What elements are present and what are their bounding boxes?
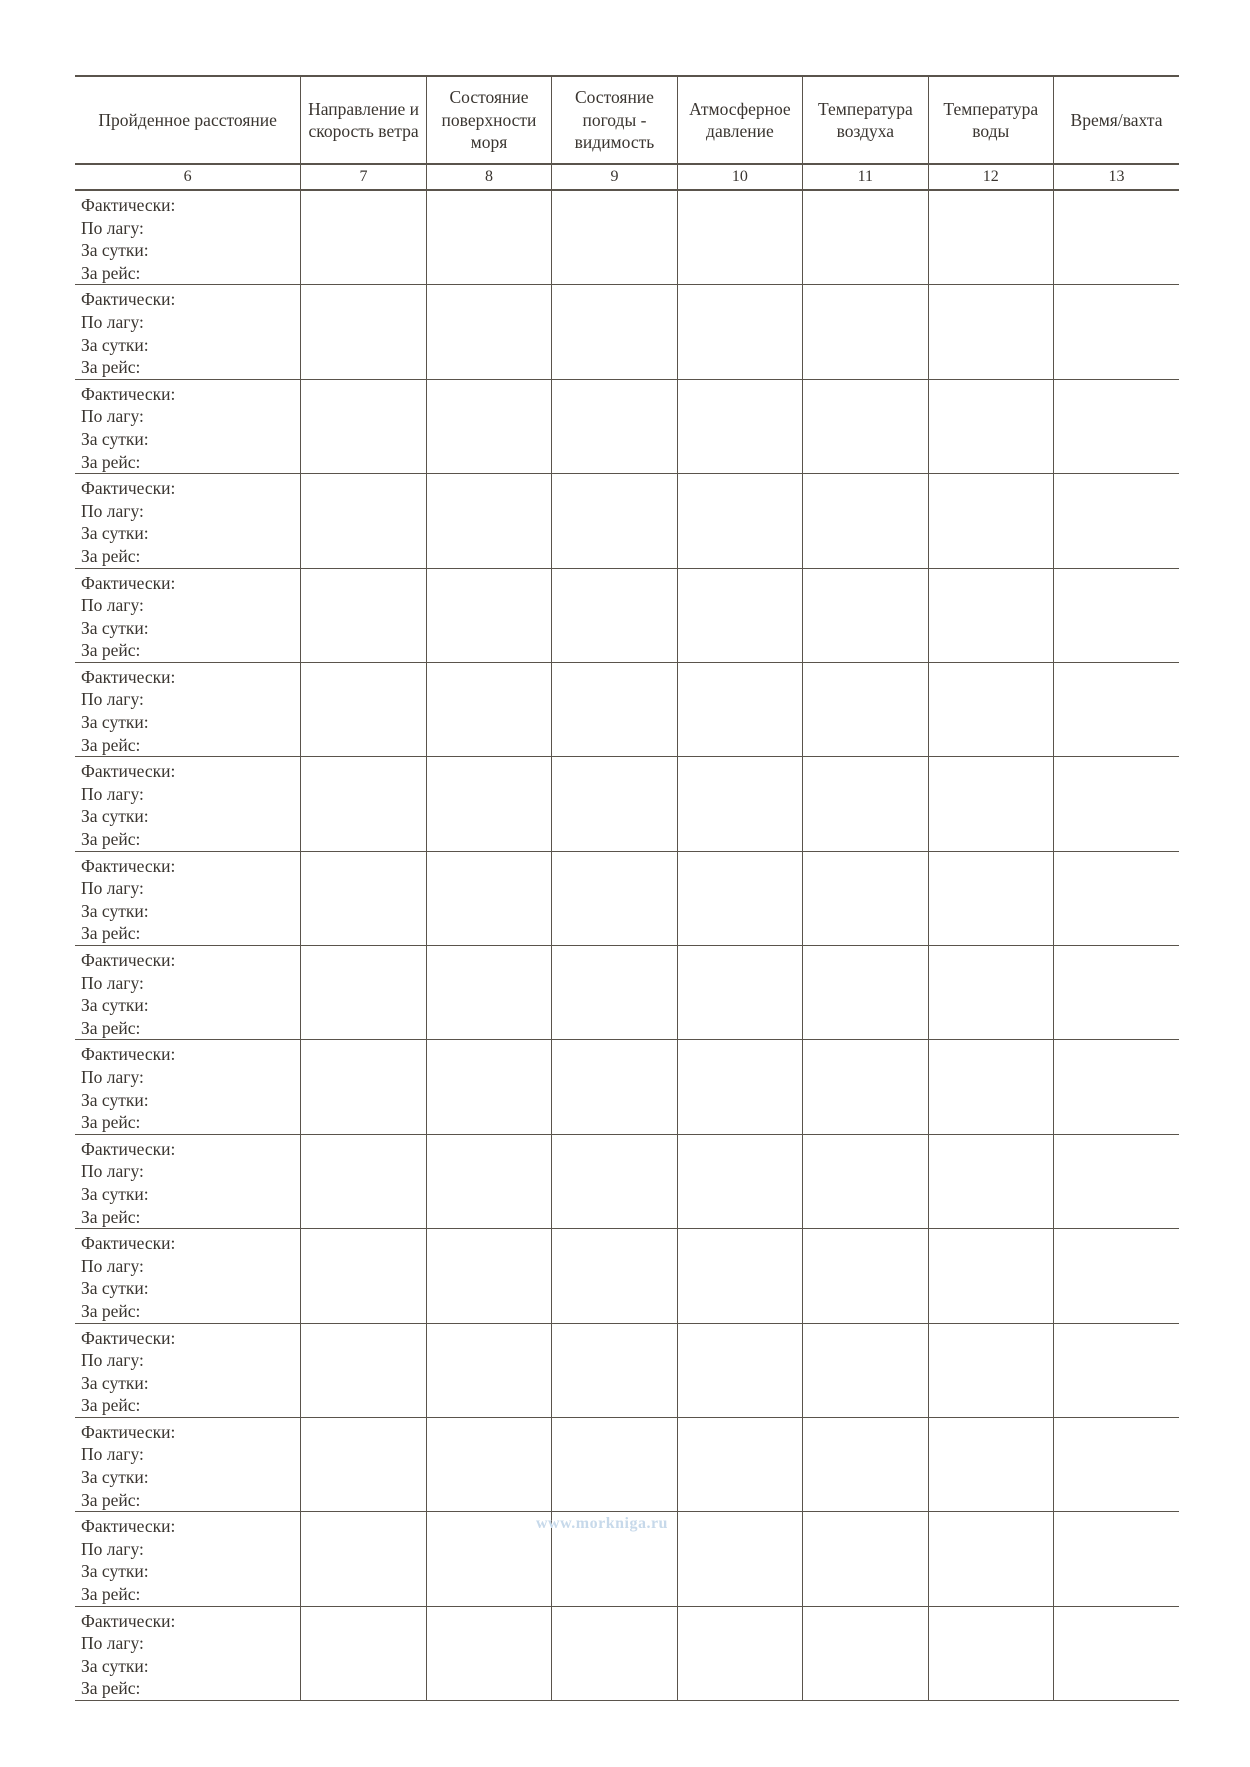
row-label: Фактически: [81, 666, 176, 687]
log-cell[interactable] [677, 946, 802, 1040]
row-label: За сутки: [81, 428, 149, 449]
log-cell[interactable] [803, 1417, 928, 1511]
log-cell[interactable] [426, 190, 551, 285]
log-cell[interactable] [928, 757, 1053, 851]
row-label: По лагу: [81, 406, 144, 427]
row-label: За сутки: [81, 1467, 149, 1488]
log-cell[interactable] [928, 1512, 1053, 1606]
log-cell[interactable] [677, 190, 802, 285]
row-label: За сутки: [81, 1278, 149, 1299]
column-number: 13 [1054, 164, 1179, 190]
distance-labels [75, 1040, 300, 1133]
row-label: Фактически: [81, 1327, 176, 1348]
log-cell[interactable] [677, 757, 802, 851]
log-cell[interactable] [1054, 851, 1179, 945]
row-label: По лагу: [81, 972, 144, 993]
row-label: За рейс: [81, 1112, 141, 1133]
table-row [75, 190, 1179, 285]
table-row [75, 379, 1179, 473]
row-label: По лагу: [81, 1255, 144, 1276]
log-cell[interactable] [803, 1134, 928, 1228]
row-label: По лагу: [81, 783, 144, 804]
row-label: За сутки: [81, 806, 149, 827]
row-label: По лагу: [81, 1066, 144, 1087]
distance-cell[interactable] [75, 285, 301, 379]
log-cell[interactable] [301, 1040, 426, 1134]
log-cell[interactable] [1054, 946, 1179, 1040]
row-label: За рейс: [81, 734, 141, 755]
log-cell[interactable] [803, 1606, 928, 1700]
header-time-watch: Время/вахта [1054, 76, 1179, 164]
row-label: За сутки: [81, 523, 149, 544]
row-label: Фактически: [81, 1044, 176, 1065]
table-row [75, 285, 1179, 379]
row-label: За сутки: [81, 1089, 149, 1110]
log-cell[interactable] [928, 946, 1053, 1040]
log-cell[interactable] [1054, 1229, 1179, 1323]
log-cell[interactable] [928, 1323, 1053, 1417]
distance-labels [75, 663, 300, 756]
row-label: По лагу: [81, 878, 144, 899]
log-cell[interactable] [301, 946, 426, 1040]
log-cell[interactable] [928, 190, 1053, 285]
distance-labels [75, 1324, 300, 1417]
distance-cell[interactable] [75, 1134, 301, 1228]
distance-labels [75, 757, 300, 850]
row-label: Фактически: [81, 1421, 176, 1442]
table-row [75, 1606, 1179, 1700]
row-label: По лагу: [81, 1161, 144, 1182]
distance-cell[interactable] [75, 851, 301, 945]
row-label: По лагу: [81, 1538, 144, 1559]
log-cell[interactable] [301, 1417, 426, 1511]
row-label: По лагу: [81, 1444, 144, 1465]
log-cell[interactable] [552, 1417, 677, 1511]
log-cell[interactable] [928, 285, 1053, 379]
distance-cell[interactable] [75, 190, 301, 285]
table-row [75, 568, 1179, 662]
log-cell[interactable] [1054, 757, 1179, 851]
distance-labels [75, 1135, 300, 1228]
distance-labels [75, 569, 300, 662]
log-cell[interactable] [301, 1512, 426, 1606]
table-row [75, 757, 1179, 851]
log-cell[interactable] [1054, 568, 1179, 662]
row-label: Фактически: [81, 761, 176, 782]
log-cell[interactable] [1054, 1040, 1179, 1134]
log-cell[interactable] [928, 1040, 1053, 1134]
row-label: За рейс: [81, 357, 141, 378]
log-cell[interactable] [677, 474, 802, 568]
log-cell[interactable] [803, 379, 928, 473]
row-label: Фактически: [81, 383, 176, 404]
watermark: www.morkniga.ru [536, 1515, 668, 1532]
log-cell[interactable] [1054, 1134, 1179, 1228]
header-distance: Пройденное расстояние [75, 76, 301, 164]
ship-log-table [75, 75, 1179, 1701]
log-cell[interactable] [552, 757, 677, 851]
log-cell[interactable] [677, 1606, 802, 1700]
log-cell[interactable] [677, 1040, 802, 1134]
log-cell[interactable] [301, 285, 426, 379]
log-cell[interactable] [803, 285, 928, 379]
header-air-temp: Температура воздуха [803, 76, 928, 164]
column-number: 11 [803, 164, 928, 190]
column-number: 7 [301, 164, 426, 190]
log-cell[interactable] [677, 662, 802, 756]
header-row [75, 76, 1179, 164]
row-label: За рейс: [81, 545, 141, 566]
row-label: По лагу: [81, 217, 144, 238]
distance-cell[interactable] [75, 1323, 301, 1417]
log-cell[interactable] [426, 1323, 551, 1417]
log-cell[interactable] [1054, 1417, 1179, 1511]
distance-labels [75, 285, 300, 378]
distance-cell[interactable] [75, 757, 301, 851]
log-cell[interactable] [552, 568, 677, 662]
column-number: 6 [75, 164, 301, 190]
log-cell[interactable] [803, 568, 928, 662]
log-cell[interactable] [301, 1323, 426, 1417]
log-cell[interactable] [301, 851, 426, 945]
log-cell[interactable] [803, 851, 928, 945]
row-label: За сутки: [81, 1372, 149, 1393]
log-cell[interactable] [552, 1040, 677, 1134]
log-cell[interactable] [803, 946, 928, 1040]
log-cell[interactable] [552, 946, 677, 1040]
distance-labels [75, 852, 300, 945]
log-cell[interactable] [803, 1229, 928, 1323]
log-cell[interactable] [301, 474, 426, 568]
log-cell[interactable] [677, 1229, 802, 1323]
table-row [75, 851, 1179, 945]
log-cell[interactable] [1054, 1606, 1179, 1700]
header-water-temp: Температура воды [928, 76, 1053, 164]
log-cell[interactable] [426, 662, 551, 756]
distance-cell[interactable] [75, 1512, 301, 1606]
distance-labels [75, 1229, 300, 1322]
log-cell[interactable] [552, 379, 677, 473]
log-cell[interactable] [677, 851, 802, 945]
row-label: Фактически: [81, 1138, 176, 1159]
log-cell[interactable] [426, 757, 551, 851]
log-cell[interactable] [677, 1134, 802, 1228]
row-label: За рейс: [81, 1678, 141, 1699]
log-cell[interactable] [301, 379, 426, 473]
table-row [75, 946, 1179, 1040]
log-cell[interactable] [803, 1040, 928, 1134]
distance-cell[interactable] [75, 1606, 301, 1700]
log-cell[interactable] [426, 474, 551, 568]
log-cell[interactable] [803, 190, 928, 285]
row-label: За сутки: [81, 900, 149, 921]
log-cell[interactable] [426, 1512, 551, 1606]
log-cell[interactable] [552, 474, 677, 568]
row-label: За рейс: [81, 1395, 141, 1416]
log-cell[interactable] [1054, 379, 1179, 473]
log-cell[interactable] [1054, 474, 1179, 568]
log-cell[interactable] [677, 379, 802, 473]
log-cell[interactable] [426, 1417, 551, 1511]
row-label: За рейс: [81, 1300, 141, 1321]
log-cell[interactable] [803, 662, 928, 756]
log-cell[interactable] [301, 1229, 426, 1323]
log-cell[interactable] [426, 946, 551, 1040]
header-weather: Состояние погоды - видимость [552, 76, 677, 164]
table-row [75, 1323, 1179, 1417]
distance-cell[interactable] [75, 379, 301, 473]
log-cell[interactable] [1054, 1512, 1179, 1606]
log-cell[interactable] [426, 1040, 551, 1134]
log-cell[interactable] [803, 474, 928, 568]
distance-cell[interactable] [75, 662, 301, 756]
row-label: За рейс: [81, 1489, 141, 1510]
header-pressure: Атмосферное давление [677, 76, 802, 164]
log-cell[interactable] [928, 474, 1053, 568]
header-sea-state: Состояние поверхности моря [426, 76, 551, 164]
log-cell[interactable] [552, 1323, 677, 1417]
log-cell[interactable] [803, 1512, 928, 1606]
column-number: 10 [677, 164, 802, 190]
row-label: За рейс: [81, 640, 141, 661]
log-cell[interactable] [928, 1606, 1053, 1700]
distance-cell[interactable] [75, 1417, 301, 1511]
log-cell[interactable] [928, 1134, 1053, 1228]
log-cell[interactable] [677, 1512, 802, 1606]
row-label: Фактически: [81, 1610, 176, 1631]
log-cell[interactable] [552, 1229, 677, 1323]
row-label: За рейс: [81, 1584, 141, 1605]
row-label: Фактически: [81, 950, 176, 970]
distance-labels [75, 380, 300, 473]
row-label: По лагу: [81, 311, 144, 332]
log-cell[interactable] [1054, 1323, 1179, 1417]
row-label: По лагу: [81, 500, 144, 521]
log-cell[interactable] [928, 1417, 1053, 1511]
row-label: Фактически: [81, 1516, 176, 1537]
header-wind: Направление и скорость ветра [301, 76, 426, 164]
row-label: За сутки: [81, 712, 149, 733]
row-label: По лагу: [81, 1633, 144, 1654]
table-row [75, 1134, 1179, 1228]
log-cell[interactable] [426, 285, 551, 379]
log-cell[interactable] [803, 1323, 928, 1417]
row-label: Фактически: [81, 195, 176, 215]
log-cell[interactable] [552, 851, 677, 945]
row-label: За рейс: [81, 1017, 141, 1038]
row-label: За рейс: [81, 1206, 141, 1227]
distance-labels [75, 474, 300, 567]
row-label: Фактически: [81, 478, 176, 499]
log-cell[interactable] [301, 757, 426, 851]
row-label: За сутки: [81, 1183, 149, 1204]
row-label: За рейс: [81, 923, 141, 944]
log-cell[interactable] [928, 379, 1053, 473]
row-label: За сутки: [81, 1561, 149, 1582]
log-cell[interactable] [301, 568, 426, 662]
log-sheet [75, 75, 1179, 1701]
row-label: За рейс: [81, 829, 141, 850]
row-label: За сутки: [81, 334, 149, 355]
log-cell[interactable] [928, 851, 1053, 945]
distance-labels [75, 946, 300, 1039]
log-body [75, 190, 1179, 1701]
table-row [75, 1229, 1179, 1323]
log-cell[interactable] [426, 851, 551, 945]
row-label: За рейс: [81, 262, 141, 283]
distance-cell[interactable] [75, 1040, 301, 1134]
log-cell[interactable] [301, 1134, 426, 1228]
row-label: Фактически: [81, 289, 176, 310]
distance-labels [75, 1418, 300, 1511]
log-cell[interactable] [677, 285, 802, 379]
row-label: Фактически: [81, 572, 176, 593]
table-row [75, 662, 1179, 756]
distance-cell[interactable] [75, 1229, 301, 1323]
log-cell[interactable] [803, 757, 928, 851]
row-label: По лагу: [81, 1350, 144, 1371]
distance-cell[interactable] [75, 474, 301, 568]
row-label: По лагу: [81, 595, 144, 616]
log-cell[interactable] [552, 662, 677, 756]
distance-labels [75, 1512, 300, 1605]
log-cell[interactable] [426, 1606, 551, 1700]
log-cell[interactable] [426, 1229, 551, 1323]
row-label: За сутки: [81, 240, 149, 261]
column-number: 8 [426, 164, 551, 190]
log-cell[interactable] [301, 662, 426, 756]
column-number: 12 [928, 164, 1053, 190]
row-label: Фактически: [81, 855, 176, 876]
column-number-row [75, 164, 1179, 190]
log-cell[interactable] [677, 568, 802, 662]
table-row [75, 1417, 1179, 1511]
distance-labels [75, 1607, 300, 1700]
log-cell[interactable] [301, 1606, 426, 1700]
log-cell[interactable] [677, 1417, 802, 1511]
log-cell[interactable] [552, 1606, 677, 1700]
distance-cell[interactable] [75, 568, 301, 662]
log-cell[interactable] [677, 1323, 802, 1417]
row-label: Фактически: [81, 1233, 176, 1254]
log-cell[interactable] [426, 568, 551, 662]
row-label: За сутки: [81, 995, 149, 1016]
table-row [75, 1040, 1179, 1134]
row-label: За сутки: [81, 1655, 149, 1676]
log-cell[interactable] [552, 1134, 677, 1228]
table-row [75, 474, 1179, 568]
log-cell[interactable] [426, 379, 551, 473]
log-cell[interactable] [301, 190, 426, 285]
row-label: За сутки: [81, 617, 149, 638]
log-cell[interactable] [552, 285, 677, 379]
log-cell[interactable] [928, 1229, 1053, 1323]
column-number: 9 [552, 164, 677, 190]
log-cell[interactable] [1054, 285, 1179, 379]
log-cell[interactable] [928, 568, 1053, 662]
distance-cell[interactable] [75, 946, 301, 1040]
log-cell[interactable] [1054, 190, 1179, 285]
row-label: По лагу: [81, 689, 144, 710]
distance-labels [75, 191, 300, 284]
log-cell[interactable] [552, 190, 677, 285]
row-label: За рейс: [81, 451, 141, 472]
log-cell[interactable] [426, 1134, 551, 1228]
log-cell[interactable] [928, 662, 1053, 756]
log-cell[interactable] [1054, 662, 1179, 756]
